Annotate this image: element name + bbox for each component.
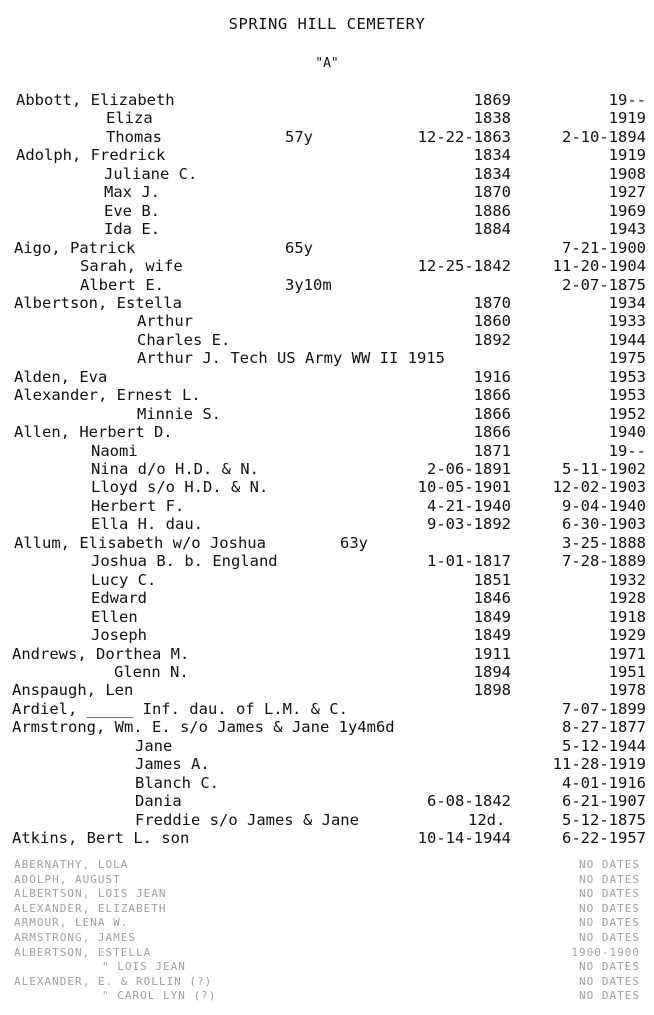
entry-death: 1975 [608,349,646,368]
entry-name: Sarah, wife [80,257,183,276]
entry-name: Ardiel, _____ Inf. dau. of L.M. & C. [12,699,348,718]
faint-entry-name: ARMOUR, LENA W. [14,916,129,930]
entry-birth: 1860 [473,312,511,331]
faint-entry-dates: NO DATES [579,960,640,974]
faint-entry-name: ALEXANDER, E. & ROLLIN (?) [14,974,213,988]
entry-death: 2-10-1894 [562,127,646,146]
entry-age: 63y [340,533,368,552]
faint-entry-name: ARMSTRONG, JAMES [14,931,136,944]
entry-death: 5-12-1875 [562,810,646,829]
entry-name: Abbott, Elizabeth [16,91,175,109]
faint-entry-row [0,975,654,989]
entry-birth: 1894 [473,662,511,681]
entry-death: 7-28-1889 [562,552,646,571]
entry-death: 1932 [608,570,646,589]
entry-death: 4-01-1916 [562,773,646,792]
entry-row [0,146,654,165]
entry-row [0,626,654,645]
entry-row [0,589,654,608]
faint-entry-row [0,931,654,945]
entry-death: 1927 [608,183,646,202]
entry-death: 1971 [608,644,646,663]
faint-entry-dates: NO DATES [579,872,640,886]
entry-row [0,755,654,774]
entry-death: 1969 [608,201,646,220]
entry-age: 57y [285,127,313,146]
entry-row [0,331,654,350]
entry-death: 1918 [608,607,646,626]
faint-entry-name: " LOIS JEAN [102,960,186,974]
faint-entry-name: " CAROL LYN (?) [102,989,217,1003]
entry-death: 1933 [608,312,646,331]
entry-name: Freddie s/o James & Jane [135,810,359,829]
entry-name: Eve B. [104,201,160,220]
entry-death: 1919 [608,146,646,165]
entry-birth: 1-01-1817 [427,552,511,571]
entry-death: 6-22-1957 [562,829,646,847]
entry-row [0,681,654,700]
faint-entry-row [0,873,654,887]
entry-name: Glenn N. [114,662,189,681]
entry-death: 11-20-1904 [552,257,646,276]
entry-death: 7-07-1899 [562,699,646,718]
entry-death: 1944 [608,330,646,349]
entry-name: Thomas [106,127,162,146]
entry-row [0,608,654,627]
entry-birth: 1846 [473,589,511,608]
entry-birth: 1851 [473,570,511,589]
entry-death: 3-25-1888 [562,533,646,552]
document-title: SPRING HILL CEMETERY [228,15,426,33]
entry-name: Anspaugh, Len [12,681,134,700]
entry-birth: 10-05-1901 [417,478,511,497]
entry-birth: 1911 [473,644,511,663]
entry-row [0,811,654,830]
entry-row [0,276,654,295]
entry-row [0,202,654,221]
entry-row [0,460,654,479]
entry-death: 1908 [608,164,646,183]
entry-death: 7-21-1900 [562,238,646,257]
entry-name: Armstrong, Wm. E. s/o James & Jane 1y4m6d [12,718,395,737]
entry-name: Albertson, Estella [14,293,182,312]
entry-birth: 4-21-1940 [427,496,511,515]
faint-entry-name: ADOLPH, AUGUST [14,872,121,886]
entry-death: 1928 [608,589,646,608]
entry-birth: 1866 [473,423,511,442]
entry-birth: 1886 [473,201,511,220]
entry-name: Lucy C. [91,570,157,589]
entry-name: Allen, Herbert D. [14,423,173,442]
entry-name: James A. [135,755,210,774]
entry-death: 1943 [608,220,646,239]
entry-row [0,645,654,664]
entry-name: Jane [135,736,173,755]
entry-birth: 1869 [473,91,511,109]
entry-row [0,700,654,719]
faint-entry-row [0,916,654,930]
entry-age: 65y [285,238,313,257]
entry-death: 1953 [608,386,646,405]
faint-entry-row [0,960,654,974]
faint-entry-name: ALEXANDER, ELIZABETH [14,901,167,915]
entry-death: 19-- [608,91,646,109]
entry-name: Joshua B. b. England [91,552,278,571]
entry-row [0,109,654,128]
faint-entry-dates: NO DATES [579,974,640,988]
entry-name: Minnie S. [137,404,221,423]
entry-age: 12d. [468,810,506,829]
entry-death: 1978 [608,681,646,700]
entry-death: 1940 [608,423,646,442]
entry-row [0,91,654,110]
entry-row [0,368,654,387]
entry-death: 9-04-1940 [562,496,646,515]
entry-row [0,349,654,368]
entry-death: 6-21-1907 [562,792,646,811]
entry-birth: 12-22-1863 [417,127,511,146]
entry-row [0,737,654,756]
entry-birth: 1866 [473,404,511,423]
entry-death: 1929 [608,626,646,645]
entry-name: Ella H. dau. [91,515,203,534]
entry-name: Aigo, Patrick [14,238,136,257]
entry-birth: 1866 [473,386,511,405]
entry-name: Lloyd s/o H.D. & N. [91,478,269,497]
faint-entry-dates: NO DATES [579,916,640,930]
entry-row [0,774,654,793]
section-heading: "A" [315,56,339,71]
entry-row [0,405,654,424]
entry-birth: 12-25-1842 [417,257,511,276]
entry-name: Charles E. [137,330,231,349]
entry-birth: 10-14-1944 [417,829,511,847]
entry-row [0,497,654,516]
entry-death: 1934 [608,293,646,312]
entry-name: Atkins, Bert L. son [12,829,190,847]
entry-name: Max J. [104,183,160,202]
entry-name: Eliza [106,109,153,128]
entry-death: 6-30-1903 [562,515,646,534]
faint-entry-dates: NO DATES [579,989,640,1003]
entry-death: 5-12-1944 [562,736,646,755]
entry-death: 8-27-1877 [562,718,646,737]
entry-name: Alexander, Ernest L. [14,386,201,405]
entry-name: Edward [91,589,147,608]
entry-death: 5-11-1902 [562,460,646,478]
faint-entry-name: ABERNATHY, LOLA [14,858,129,871]
entry-row [0,165,654,184]
entry-name: Allum, Elisabeth w/o Joshua [14,533,266,552]
entry-name: Joseph [91,626,147,645]
entry-birth: 6-08-1842 [427,792,511,811]
faint-entry-dates: 1900-1900 [571,945,640,959]
entry-birth: 9-03-1892 [427,515,511,534]
faint-entry-name: ALBERTSON, LOIS JEAN [14,887,167,901]
entry-name: Juliane C. [104,164,198,183]
entry-death: 1953 [608,367,646,386]
entry-death: 1919 [608,109,646,128]
entry-birth: 1871 [473,441,511,460]
entry-age: 3y10m [285,275,332,294]
entry-death: 1951 [608,662,646,681]
entry-death: 19-- [608,441,646,460]
entry-row [0,257,654,276]
entry-row [0,239,654,258]
entry-row [0,386,654,405]
entry-row [0,312,654,331]
entry-death: 1952 [608,404,646,423]
entry-name: Dania [135,792,182,811]
entry-birth: 1884 [473,220,511,239]
entry-row [0,534,654,553]
entry-row [0,294,654,313]
entry-row [0,442,654,461]
entry-name: Herbert F. [91,496,185,515]
entry-name: Arthur [137,312,193,331]
faint-entry-dates: NO DATES [579,931,640,944]
entry-row [0,423,654,442]
faint-entry-row [0,858,654,872]
entry-name: Blanch C. [135,773,219,792]
entry-birth: 1834 [473,164,511,183]
entry-birth: 2-06-1891 [427,460,511,478]
entry-birth: 1849 [473,607,511,626]
entry-name: Naomi [91,441,138,460]
entry-row [0,128,654,147]
entry-name: Ellen [91,607,138,626]
faint-entry-row [0,989,654,1003]
entry-name: Alden, Eva [14,367,108,386]
entry-row [0,515,654,534]
faint-entry-row [0,887,654,901]
entry-death: 12-02-1903 [552,478,646,497]
entry-row [0,552,654,571]
entry-row [0,183,654,202]
entry-name: Andrews, Dorthea M. [12,644,190,663]
entry-name: Ida E. [104,220,160,239]
entry-row [0,571,654,590]
entry-name: Arthur J. Tech US Army WW II 1915 [137,349,445,368]
entry-row [0,792,654,811]
entry-name: Adolph, Fredrick [16,146,166,165]
entry-death: 11-28-1919 [552,755,646,774]
entry-birth: 1898 [473,681,511,700]
entry-row [0,829,654,848]
faint-entry-dates: NO DATES [579,901,640,915]
faint-entry-dates: NO DATES [579,858,640,871]
entry-birth: 1849 [473,626,511,645]
entry-birth: 1870 [473,183,511,202]
entry-name: Albert E. [80,275,164,294]
faint-entry-row [0,902,654,916]
entry-row [0,718,654,737]
entry-death: 2-07-1875 [562,275,646,294]
entry-birth: 1892 [473,330,511,349]
faint-entry-name: ALBERTSON, ESTELLA [14,945,152,959]
entry-birth: 1870 [473,293,511,312]
faint-entry-row [0,946,654,960]
entry-name: Nina d/o H.D. & N. [91,460,259,478]
entry-row [0,478,654,497]
entry-row [0,663,654,682]
entry-birth: 1838 [473,109,511,128]
faint-entry-dates: NO DATES [579,887,640,901]
entry-birth: 1834 [473,146,511,165]
entry-row [0,220,654,239]
entry-birth: 1916 [473,367,511,386]
